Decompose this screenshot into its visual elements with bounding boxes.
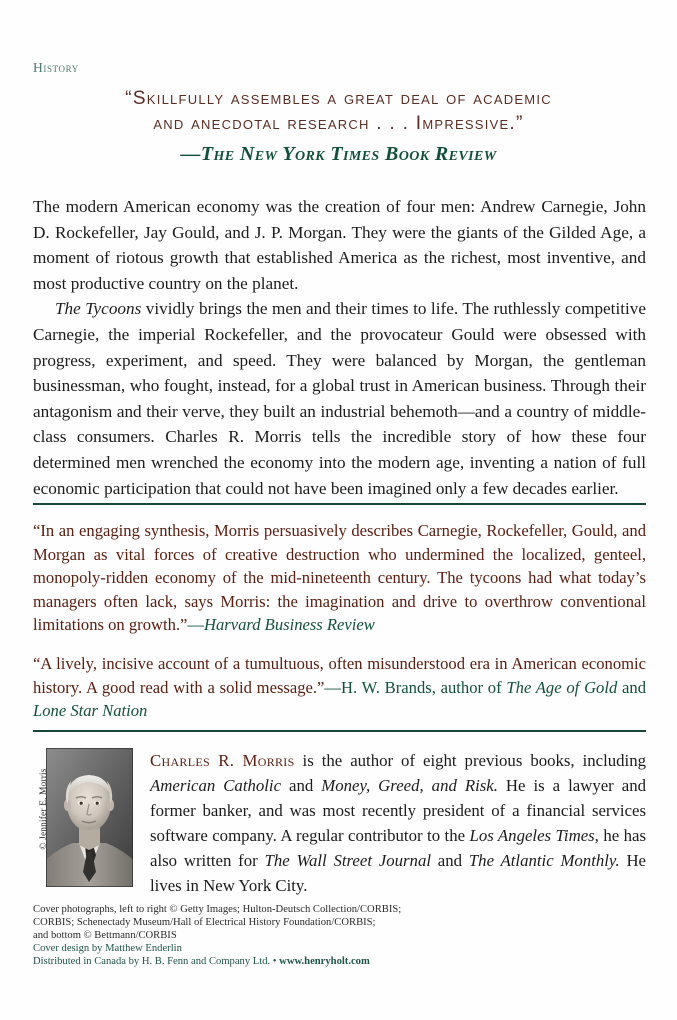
review-2-source-prefix: H. W. Brands, author of [341,677,507,697]
distributor-text: Distributed in Canada by H. B. Fenn and Company Ltd. • [33,956,280,968]
review-1-dash: — [187,615,204,634]
divider-top [33,503,646,505]
review-2 [33,652,646,723]
bio-part-5: and [431,851,469,870]
bio-book-2: Money, Greed, and Risk. [321,776,498,795]
pull-quote-attribution: —The New York Times Book Review [180,143,497,165]
divider-bottom [33,730,646,732]
bio-book-5: The Atlantic Monthly. [468,851,620,870]
bio-part-3: He is a lawyer and former banker, and was most recently president of a financial services software company. A regular contributor to the [150,776,646,845]
review-2-source-mid: and [617,677,647,697]
review-2-source-title-2: Lone Star Nation [33,701,148,720]
review-block-1 [33,519,646,637]
fine-print [33,903,593,968]
review-2-text: “A lively, incisive account of a tumultuous, often misunderstood era in American economic history. A good read with a solid message.” [33,654,646,697]
bio-book-3: Los Angeles Times, [469,826,599,845]
author-name: Charles R. Morris [150,751,295,770]
author-portrait-image [46,748,133,887]
author-bio-text [150,748,646,898]
author-photo-wrap [33,748,133,887]
fine-print-line-3: and bottom © Bettmann/CORBIS [33,930,177,942]
review-2-source-title-1: The Age of Gold [506,677,618,697]
photo-credit: © Jennifer E. Morris [39,768,49,850]
book-title-inline: The Tycoons [55,299,142,319]
author-photo [46,748,133,887]
description-paragraph-1: The modern American economy was the creation of four men: Andrew Carnegie, John D. Rockefeller, Jay Gould, and J. P. Morgan. They were the giants of the Gilded Age, a moment of riotous growth that established America as the richest, most inventive, and most productive country on the planet. [33,197,646,293]
fine-print-line-5 [33,955,593,968]
description-paragraph-2-rest: vividly brings the men and their times to life. The ruthlessly competitive Carnegie, the imperial Rockefeller, and the provocateur Gould were obsessed with progress, experiment, and speed. They were balanced by Morgan, the gentleman businessman, who fought, instead, for a global trust in American business. Through their antagonism and their verve, they built an industrial behemoth—and a country of middle-class consumers. Charles R. Morris tells the incredible story of how these four determined men wrenched the economy into the modern age, inventing a nation of full economic participation that could not have been imagined only a few decades earlier. [33,299,646,498]
description-paragraph-2 [33,296,646,501]
review-2-dash: — [324,677,341,697]
review-block-2 [33,652,646,723]
pull-quote-line-2: and anecdotal research . . . Impressive.” [153,113,524,134]
fine-print-line-2: CORBIS; Schenectady Museum/Hall of Electrical History Foundation/CORBIS; [33,917,376,929]
book-description [33,194,646,501]
fine-print-line-4: Cover design by Matthew Enderlin [33,943,182,955]
bio-book-4: The Wall Street Journal [264,851,431,870]
bio-part-2: and [281,776,322,795]
bio-part-1: is the author of eight previous books, including [294,751,646,770]
pull-quote-line-1: “Skillfully assembles a great deal of academic [125,88,552,109]
fine-print-line-1: Cover photographs, left to right © Getty Images; Hulton-Deutsch Collection/CORBIS; [33,904,402,915]
category-label: History [33,60,79,75]
bio-part-4: he has also written for [150,826,646,870]
pull-quote [38,86,639,136]
review-1-source: Harvard Business Review [204,615,375,634]
review-1 [33,519,646,637]
bio-book-1: American Catholic [150,776,282,795]
bio-part-6: He lives in New York City. [150,851,647,895]
publisher-url[interactable]: www.henryholt.com [279,956,370,968]
review-1-text: “In an engaging synthesis, Morris persuasively describes Carnegie, Rockefeller, Gould, and Morgan as vital forces of creative destruction who undermined the localized, genteel, monopoly-ridden economy of the mid-nineteenth century. The tycoons had what today’s managers often lack, says Morris: the imagination and drive to overthrow conventional limitations on growth.” [33,521,646,634]
